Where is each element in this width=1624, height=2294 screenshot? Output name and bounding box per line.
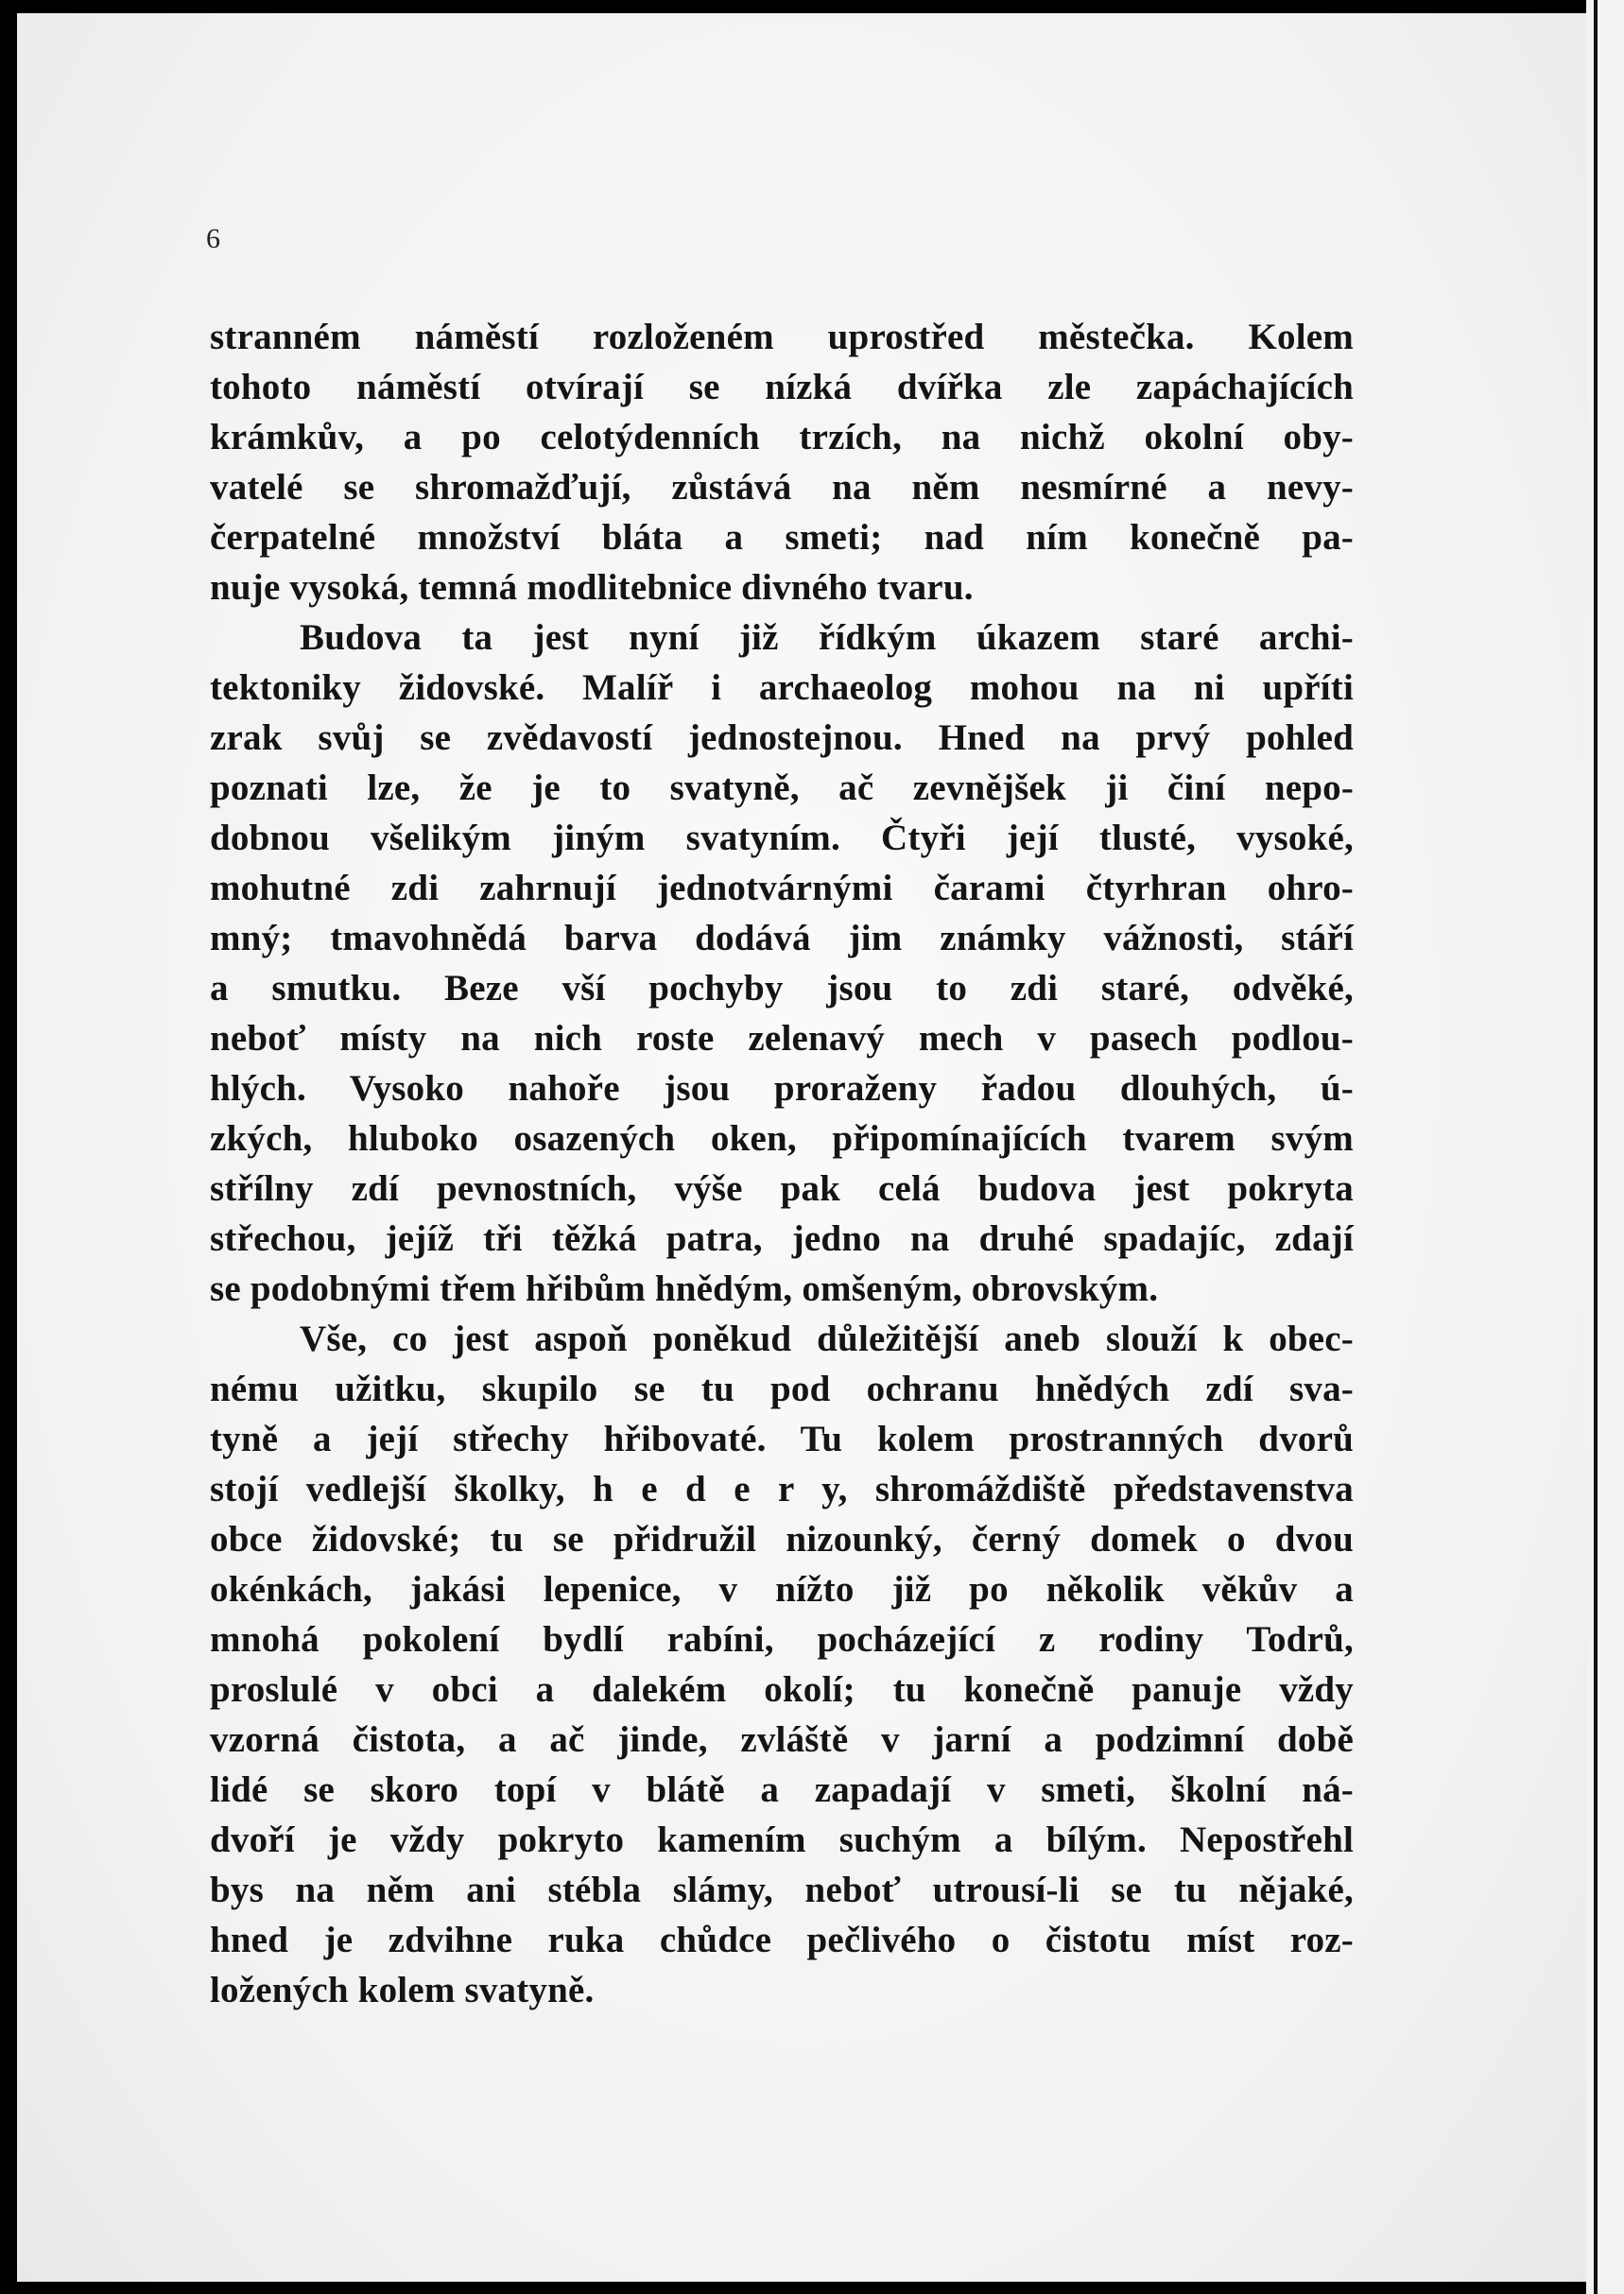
text-line: ložených kolem svatyně.	[210, 1970, 595, 2010]
binding-line	[1594, 0, 1598, 2294]
text-line: poznati lze, že je to svatyně, ač zevnějšek ji činí nepo-	[210, 768, 1354, 808]
text-line: dobnou všelikým jiným svatyním. Čtyři její tlusté, vysoké,	[210, 818, 1354, 858]
text-line: tektoniky židovské. Malíř i archaeolog mohou na ni upříti	[210, 667, 1354, 708]
text-line: mohutné zdi zahrnují jednotvárnými čarami čtyrhran ohro-	[210, 868, 1354, 908]
text-line: bys na něm ani stébla slámy, neboť utrousí-li se tu nějaké,	[210, 1870, 1354, 1910]
text-line: se podobnými třem hřibům hnědým, omšeným, obrovským.	[210, 1268, 1159, 1309]
text-line: mnohá pokolení bydlí rabíni, pocházející z rodiny Todrů,	[210, 1619, 1354, 1660]
text-line: stojí vedlejší školky, h e d e r y, shromáždiště představenstva	[210, 1469, 1354, 1509]
text-line: a smutku. Beze vší pochyby jsou to zdi staré, odvěké,	[210, 968, 1354, 1009]
text-line: hlých. Vysoko nahoře jsou proraženy řadou dlouhých, ú-	[210, 1068, 1354, 1109]
text-line: nému užitku, skupilo se tu pod ochranu hnědých zdí sva-	[210, 1369, 1354, 1409]
text-line: lidé se skoro topí v blátě a zapadají v smeti, školní ná-	[210, 1769, 1354, 1810]
text-line: zrak svůj se zvědavostí jednostejnou. Hned na prvý pohled	[210, 717, 1354, 758]
text-line: vatelé se shromažďují, zůstává na něm nesmírné a nevy-	[210, 467, 1354, 508]
text-line: krámkův, a po celotýdenních trzích, na nichž okolní oby-	[210, 417, 1354, 457]
text-line: stranném náměstí rozloženém uprostřed městečka. Kolem	[210, 317, 1354, 357]
page-edge	[1586, 0, 1624, 2294]
text-line: zkých, hluboko osazených oken, připomínajících tvarem svým	[210, 1118, 1354, 1159]
text-line: střílny zdí pevnostních, výše pak celá budova jest pokryta	[210, 1168, 1354, 1209]
text-line: mný; tmavohnědá barva dodává jim známky vážnosti, stáří	[210, 918, 1354, 958]
paragraph-2	[210, 612, 1354, 1314]
text-line: Budova ta jest nyní již řídkým úkazem staré archi-	[300, 617, 1354, 658]
text-line: dvoří je vždy pokryto kamením suchým a bílým. Nepostřehl	[210, 1820, 1354, 1860]
text-line: nuje vysoká, temná modlitebnice divného tvaru.	[210, 567, 974, 608]
text-line: čerpatelné množství bláta a smeti; nad ním konečně pa-	[210, 517, 1354, 558]
paragraph-3	[210, 1314, 1354, 2015]
text-line: Vše, co jest aspoň poněkud důležitější aneb slouží k obec-	[300, 1319, 1354, 1359]
text-line: tohoto náměstí otvírají se nízká dvířka zle zapáchajících	[210, 367, 1354, 407]
paragraph-1	[210, 312, 1354, 612]
page-number: 6	[206, 223, 220, 254]
text-line: tyně a její střechy hřibovaté. Tu kolem prostranných dvorů	[210, 1419, 1354, 1459]
text-line: proslulé v obci a dalekém okolí; tu konečně panuje vždy	[210, 1669, 1354, 1710]
body-text	[210, 312, 1354, 2015]
text-line: obce židovské; tu se přidružil nizounký, černý domek o dvou	[210, 1519, 1354, 1560]
text-line: vzorná čistota, a ač jinde, zvláště v jarní a podzimní době	[210, 1719, 1354, 1760]
text-line: hned je zdvihne ruka chůdce pečlivého o čistotu míst roz-	[210, 1920, 1354, 1960]
text-line: okénkách, jakási lepenice, v nížto již po několik věkův a	[210, 1569, 1354, 1610]
text-line: střechou, jejíž tři těžká patra, jedno na druhé spadajíc, zdají	[210, 1218, 1354, 1259]
text-line: neboť místy na nich roste zelenavý mech v pasech podlou-	[210, 1018, 1354, 1059]
